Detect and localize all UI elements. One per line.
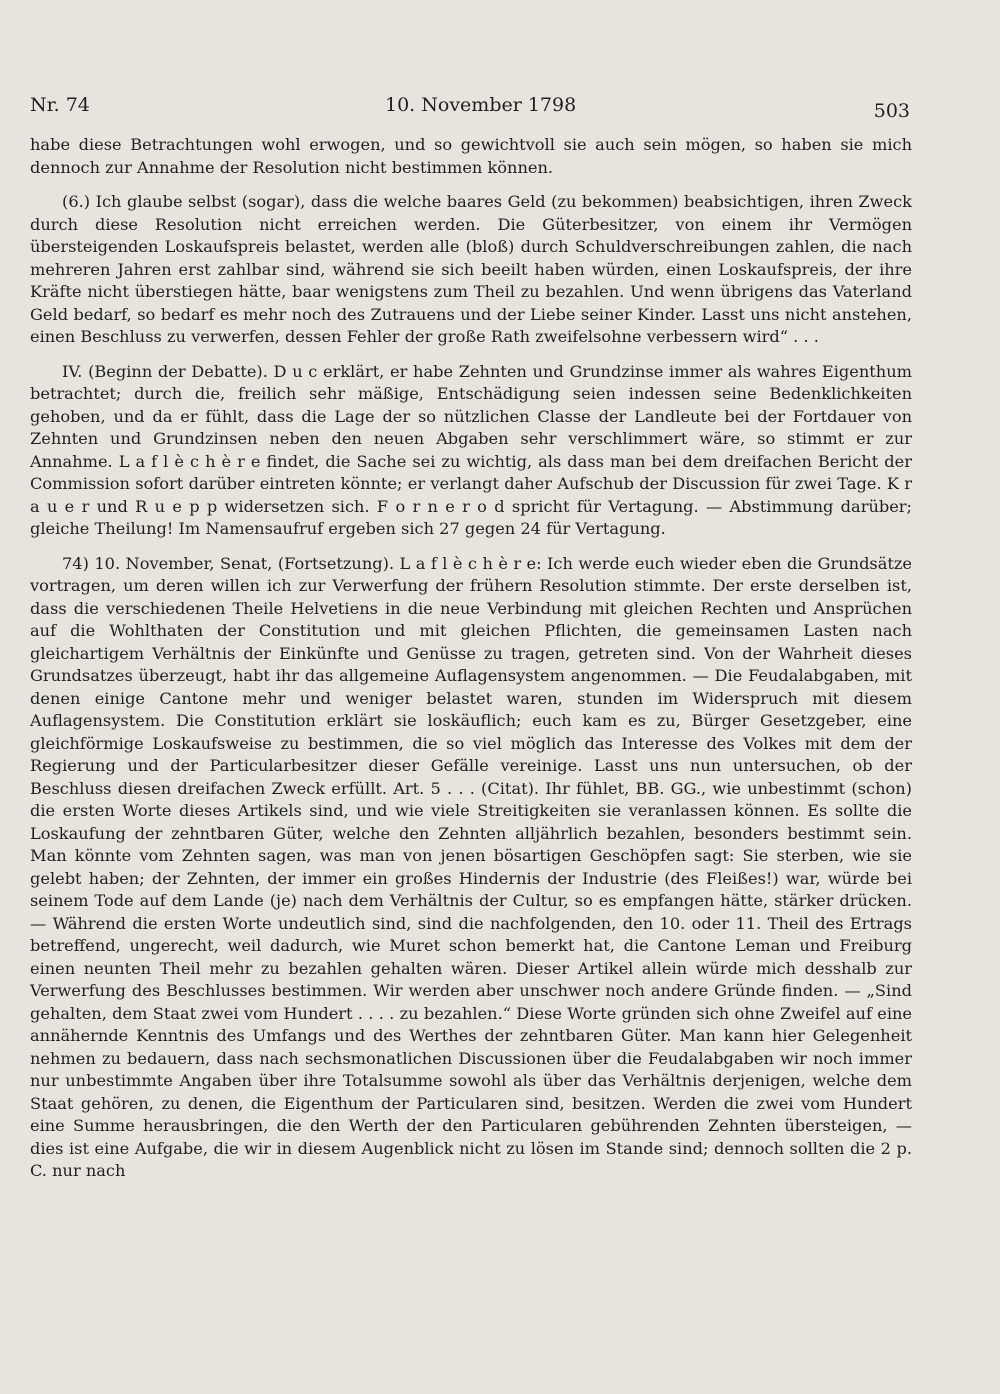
paragraph-text: (6.) Ich glaube selbst (sogar), dass die welche baares Geld (zu bekommen) beabsichtigen, ihren Zweck durch diese Resolution nicht erreichen werden. Die Güterbesitzer, von einem ihr Vermögen übersteigenden Loskaufspreis belastet, werden alle (bloß) durch Schuldverschreibungen zahlen, die nach mehreren Jahren erst zahlbar sind, während sie sich beeilt haben würden, einen Loskaufspreis, der ihre Kräfte nicht überstiegen hätte, baar wenigstens zum Theil zu bezahlen. Und wenn übrigens das Vaterland Geld bedarf, so bedarf es mehr noch des Zutrauens und der Liebe seiner Kinder. Lasst uns nicht anstehen, einen Beschluss zu verwerfen, dessen Fehler der große Rath zweifelsohne verbessern wird“ . . . [30, 192, 912, 346]
paragraph-text: IV. (Beginn der Debatte). D u c erklärt, er habe Zehnten und Grundzinse immer als wahres Eigenthum betrachtet; durch die, freilich sehr mäßige, Entschädigung seien indessen seine Bedenklichkeiten gehoben, und da er fühlt, dass die Lage der so nützlichen Classe der Landleute bei der Fortdauer von Zehnten und Grundzinsen neben den neuen Abgaben sehr verschlimmert wäre, so stimmt er zur Annahme. L a f l è c h è r e findet, die Sache sei zu wichtig, als dass man bei dem dreifachen Bericht der Commission sofort darüber eintreten könnte; er verlangt daher Aufschub der Discussion für zwei Tage. K r a u e r und R u e p p widersetzen sich. F o r n e r o d spricht für Vertagung. — Abstimmung darüber; gleiche Theilung! Im Namensaufruf ergeben sich 27 gegen 24 für Vertagung. [30, 361, 912, 538]
paragraph-continuation [30, 134, 912, 179]
header-date: 10. November 1798 [385, 94, 577, 116]
paragraph-text: 74) 10. November, Senat, (Fortsetzung). L a f l è c h è r e: Ich werde euch wieder eben die Grundsätze vortragen, um deren willen ich zur Verwerfung der frühern Resolution stimmte. Der erste derselben ist, dass die verschiedenen Theile Helvetiens in die neue Verbindung mit gleichen Rechten und Ansprüchen auf die Wohlthaten der Constitution und mit gleichen Pflichten, die gemeinsamen Lasten nach gleichartigem Verhältnis der Einkünfte und Genüsse zu tragen, getreten sind. Von der Wahrheit dieses Grundsatzes überzeugt, habt ihr das allgemeine Auflagensystem angenommen. — Die Feudalabgaben, mit denen einige Cantone mehr und weniger belastet waren, stunden im Widerspruch mit diesem Auflagensystem. Die Constitution erklärt sie loskäuflich; euch kam es zu, Bürger Gesetzgeber, eine gleichförmige Loskaufsweise zu bestimmen, die so viel möglich das Interesse des Volkes mit dem der Regierung und der Particularbesitzer dieser Gefälle vereinige. Lasst uns nun untersuchen, ob der Beschluss diesen dreifachen Zweck erfüllt. Art. 5 . . . (Citat). Ihr fühlet, BB. GG., wie unbestimmt (schon) die ersten Worte dieses Artikels sind, und wie viele Streitigkeiten sie veranlassen können. Es sollte die Loskaufung der zehntbaren Güter, welche den Zehnten alljährlich bezahlen, besonders bestimmt sein. Man könnte vom Zehnten sagen, was man von jenen bösartigen Geschöpfen sagt: Sie sterben, wie sie gelebt haben; der Zehnten, der immer ein großes Hindernis der Industrie (des Fleißes!) war, würde bei seinem Tode auf dem Lande (je) nach dem Verhältnis der Cultur, so es empfangen hätte, stärker drücken. — Während die ersten Worte undeutlich sind, sind die nachfolgenden, den 10. oder 11. Theil des Ertrags betreffend, ungerecht, weil dadurch, wie Muret schon bemerkt hat, die Cantone Leman und Freiburg einen neunten Theil mehr zu bezahlen gehalten wären. Dieser Artikel allein würde mich desshalb zur Verwerfung des Beschlusses bestimmen. Wir werden aber unschwer noch andere Gründe finden. — „Sind gehalten, dem Staat zwei vom Hundert . . . . zu bezahlen.“ Diese Worte gründen sich ohne Zweifel auf eine annähernde Kenntnis des Umfangs und des Werthes der zehntbaren Güter. Man kann hier Gelegenheit nehmen zu bedauern, dass nach sechsmonatlichen Discussionen über die Feudalabgaben wir noch immer nur unbestimmte Angaben über ihre Totalsumme sowohl als über das Verhältnis derjenigen, welche dem Staat gehören, zu denen, die Eigenthum der Particularen sind, besitzen. Werden die zwei vom Hundert eine Summe herausbringen, die den Werth der den Particularen gebührenden Zehnten übersteigen, — dies ist eine Aufgabe, die wir in diesem Augenblick nicht zu lösen im Stande sind; dennoch sollten die 2 p. C. nur nach [30, 553, 912, 1180]
paragraph-section-6 [30, 191, 912, 349]
paragraph-section-iv [30, 361, 912, 541]
page-number: 503 [873, 100, 910, 122]
paragraph-text: habe diese Betrachtungen wohl erwogen, und so gewichtvoll sie auch sein mögen, so haben sie mich dennoch zur Annahme der Resolution nicht bestimmen können. [30, 135, 912, 177]
document-number: Nr. 74 [30, 94, 90, 116]
paragraph-entry-74 [30, 553, 912, 1183]
body-text [30, 134, 912, 1183]
page-header [30, 94, 910, 124]
